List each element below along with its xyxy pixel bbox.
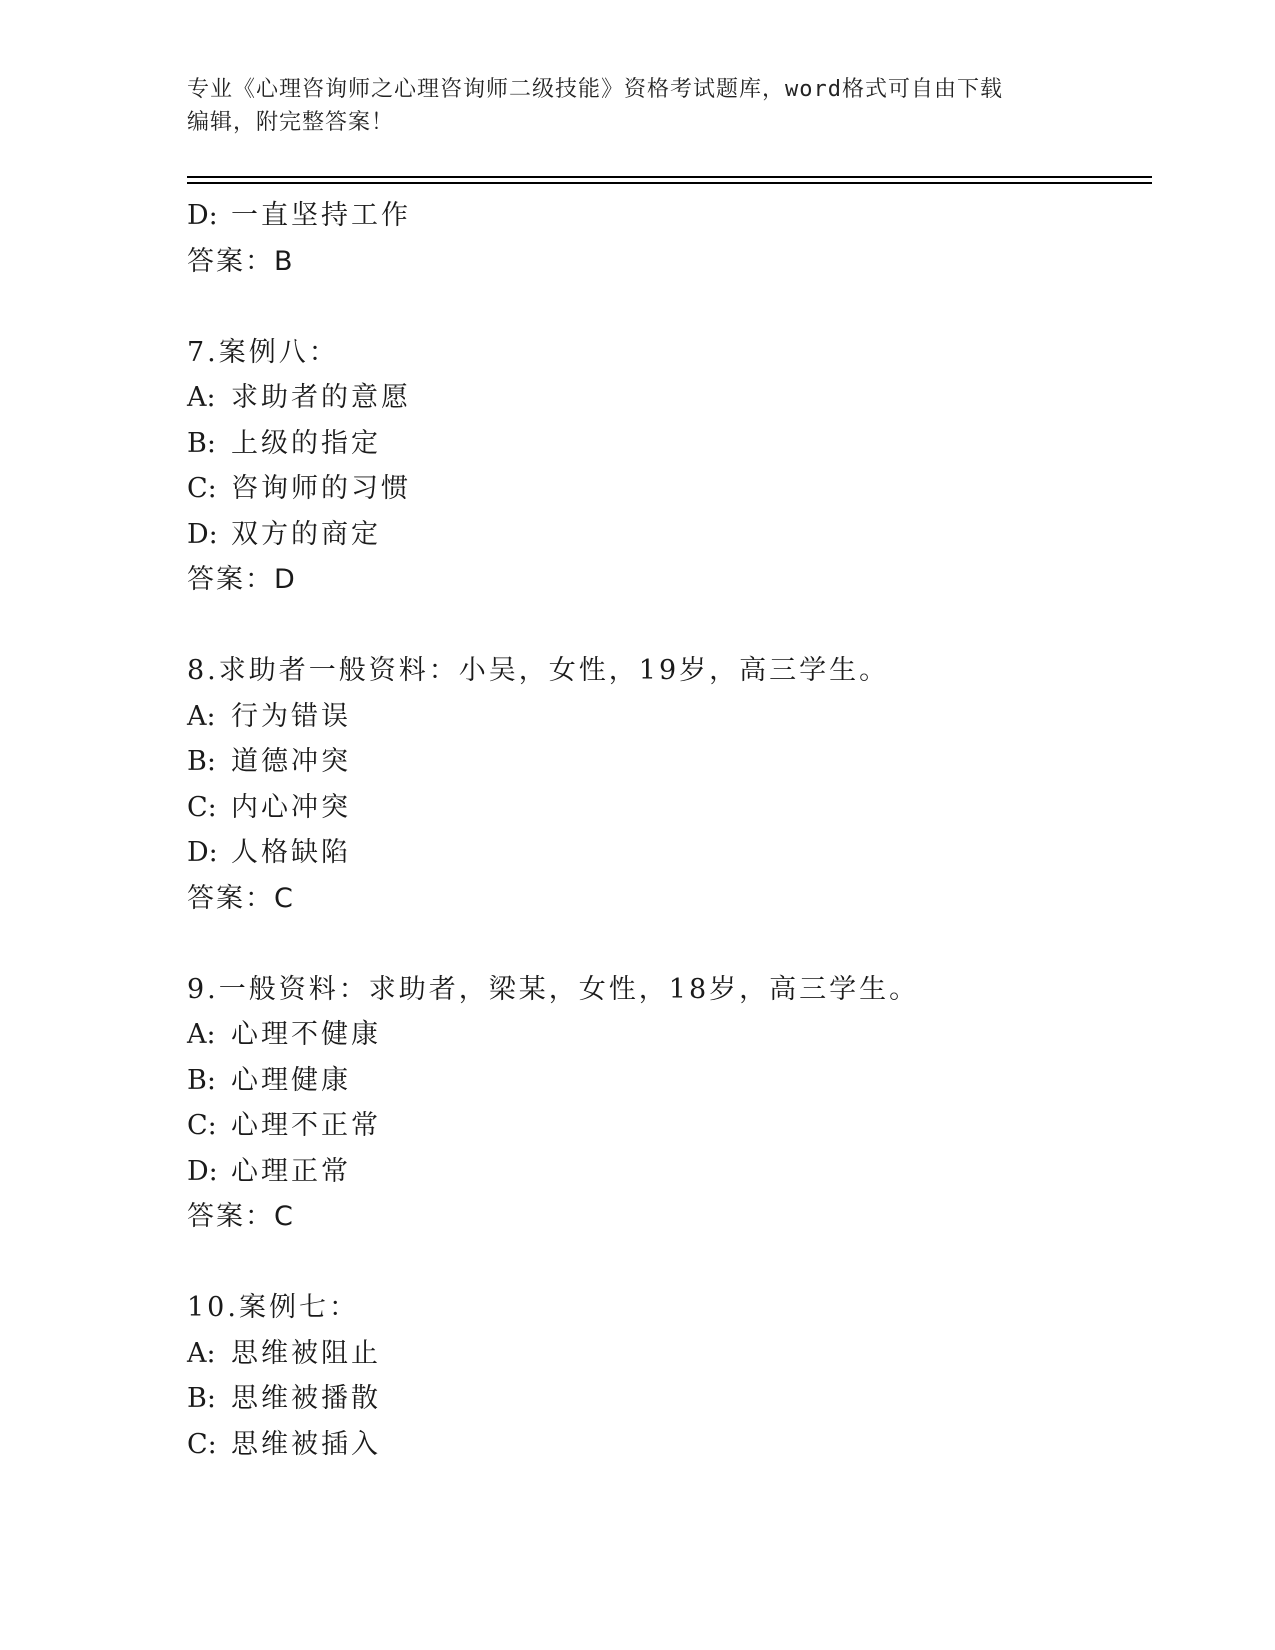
question-list: [187, 193, 1137, 1467]
question-text: 7.案例八：: [187, 336, 339, 368]
option-text: 行为错误: [231, 700, 351, 732]
question-block: [187, 1285, 1137, 1467]
option-letter: A:: [187, 700, 216, 732]
question-text: 10.案例七：: [187, 1292, 359, 1323]
option-text: 思维被播散: [231, 1383, 381, 1414]
option-letter: B:: [187, 427, 216, 459]
question-block: [187, 330, 1137, 603]
option-letter: C:: [187, 791, 217, 823]
question-block: [187, 648, 1137, 921]
document-header: [187, 73, 1087, 139]
header-line-2: 编辑，附完整答案！: [187, 110, 395, 135]
option-row: [187, 1149, 1137, 1195]
question-block: [187, 193, 1137, 284]
option-letter: B:: [187, 746, 216, 777]
option-text: 内心冲突: [231, 791, 351, 823]
option-row: [187, 1376, 1137, 1422]
option-row: [187, 785, 1137, 831]
option-row: [187, 466, 1137, 512]
option-text: 上级的指定: [231, 427, 381, 459]
option-row: [187, 1422, 1137, 1468]
answer-line: 答案：B: [187, 245, 295, 277]
option-text: 心理不健康: [231, 1019, 381, 1050]
option-letter: A:: [187, 1337, 216, 1369]
option-row: [187, 421, 1137, 467]
option-letter: D:: [187, 1155, 218, 1187]
option-text: 心理不正常: [231, 1110, 381, 1141]
option-text: 咨询师的习惯: [231, 473, 411, 504]
option-row: [187, 830, 1137, 876]
answer-line: 答案：C: [187, 882, 295, 914]
option-row: [187, 739, 1137, 785]
option-row: [187, 694, 1137, 740]
option-row: [187, 1012, 1137, 1058]
question-text: 9.一般资料：求助者，梁某，女性，18岁，高三学生。: [187, 973, 920, 1005]
option-letter: A:: [187, 382, 216, 413]
option-text: 人格缺陷: [231, 837, 351, 868]
option-row: [187, 1103, 1137, 1149]
header-divider-bottom: [187, 182, 1152, 184]
option-text: 道德冲突: [231, 746, 351, 777]
answer-line: 答案：D: [187, 564, 297, 595]
option-letter: B:: [187, 1064, 216, 1096]
option-letter: B:: [187, 1383, 216, 1414]
header-divider-top: [187, 176, 1152, 178]
option-row: [187, 512, 1137, 558]
option-letter: D:: [187, 837, 218, 868]
option-row: [187, 1058, 1137, 1104]
option-letter: A:: [187, 1019, 216, 1050]
option-text: 双方的商定: [231, 518, 381, 550]
option-text: 心理正常: [231, 1155, 351, 1187]
option-row: [187, 193, 1137, 239]
option-letter: C:: [187, 473, 217, 504]
option-letter: C:: [187, 1110, 217, 1141]
option-letter: D:: [187, 200, 218, 231]
option-text: 一直坚持工作: [231, 200, 411, 231]
question-text: 8.求助者一般资料：小吴，女性，19岁，高三学生。: [187, 655, 890, 686]
question-block: [187, 967, 1137, 1240]
header-line-1: 专业《心理咨询师之心理咨询师二级技能》资格考试题库，word格式可自由下载: [187, 77, 1003, 102]
answer-line: 答案：C: [187, 1201, 295, 1232]
option-text: 求助者的意愿: [231, 382, 411, 413]
option-text: 思维被阻止: [231, 1337, 381, 1369]
option-text: 心理健康: [231, 1064, 351, 1096]
option-text: 思维被插入: [231, 1428, 381, 1460]
option-letter: C:: [187, 1428, 217, 1460]
option-row: [187, 375, 1137, 421]
option-letter: D:: [187, 518, 218, 550]
option-row: [187, 1331, 1137, 1377]
